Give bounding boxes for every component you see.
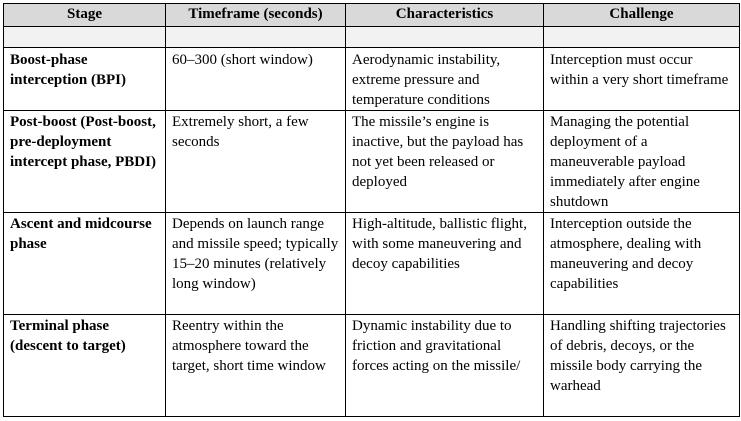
timeframe-cell: 60–300 (short window) bbox=[166, 48, 346, 111]
stage-cell: Post-boost (Post-boost, pre-deployment intercept phase, PBDI) bbox=[4, 111, 166, 213]
challenge-cell: Handling shifting trajectories of debris, decoys, or the missile body carrying the warhead bbox=[544, 315, 740, 417]
characteristics-cell: Dynamic instability due to friction and gravitational forces acting on the missile/ bbox=[346, 315, 544, 417]
table-row bbox=[4, 315, 740, 417]
empty-cell bbox=[346, 27, 544, 48]
document-page bbox=[3, 3, 740, 417]
stage-cell: Ascent and midcourse phase bbox=[4, 213, 166, 315]
empty-cell bbox=[166, 27, 346, 48]
header-characteristics: Characteristics bbox=[346, 4, 544, 27]
challenge-cell: Interception must occur within a very short timeframe bbox=[544, 48, 740, 111]
header-row bbox=[4, 4, 740, 27]
challenge-cell: Managing the potential deployment of a maneuverable payload immediately after engine shutdown bbox=[544, 111, 740, 213]
timeframe-cell: Depends on launch range and missile speed; typically 15–20 minutes (relatively long window) bbox=[166, 213, 346, 315]
characteristics-cell: The missile’s engine is inactive, but the payload has not yet been released or deployed bbox=[346, 111, 544, 213]
characteristics-cell: High-altitude, ballistic flight, with some maneuvering and decoy capabilities bbox=[346, 213, 544, 315]
empty-cell bbox=[4, 27, 166, 48]
missile-phase-table bbox=[3, 3, 740, 417]
table-row bbox=[4, 111, 740, 213]
stage-cell: Terminal phase (descent to target) bbox=[4, 315, 166, 417]
challenge-cell: Interception outside the atmosphere, dealing with maneuvering and decoy capabilities bbox=[544, 213, 740, 315]
empty-cell bbox=[544, 27, 740, 48]
characteristics-cell: Aerodynamic instability, extreme pressure and temperature conditions bbox=[346, 48, 544, 111]
timeframe-cell: Extremely short, a few seconds bbox=[166, 111, 346, 213]
stage-cell: Boost-phase interception (BPI) bbox=[4, 48, 166, 111]
header-timeframe: Timeframe (seconds) bbox=[166, 4, 346, 27]
timeframe-cell: Reentry within the atmosphere toward the target, short time window bbox=[166, 315, 346, 417]
empty-row bbox=[4, 27, 740, 48]
header-stage: Stage bbox=[4, 4, 166, 27]
table-row bbox=[4, 213, 740, 315]
header-challenge: Challenge bbox=[544, 4, 740, 27]
table-row bbox=[4, 48, 740, 111]
